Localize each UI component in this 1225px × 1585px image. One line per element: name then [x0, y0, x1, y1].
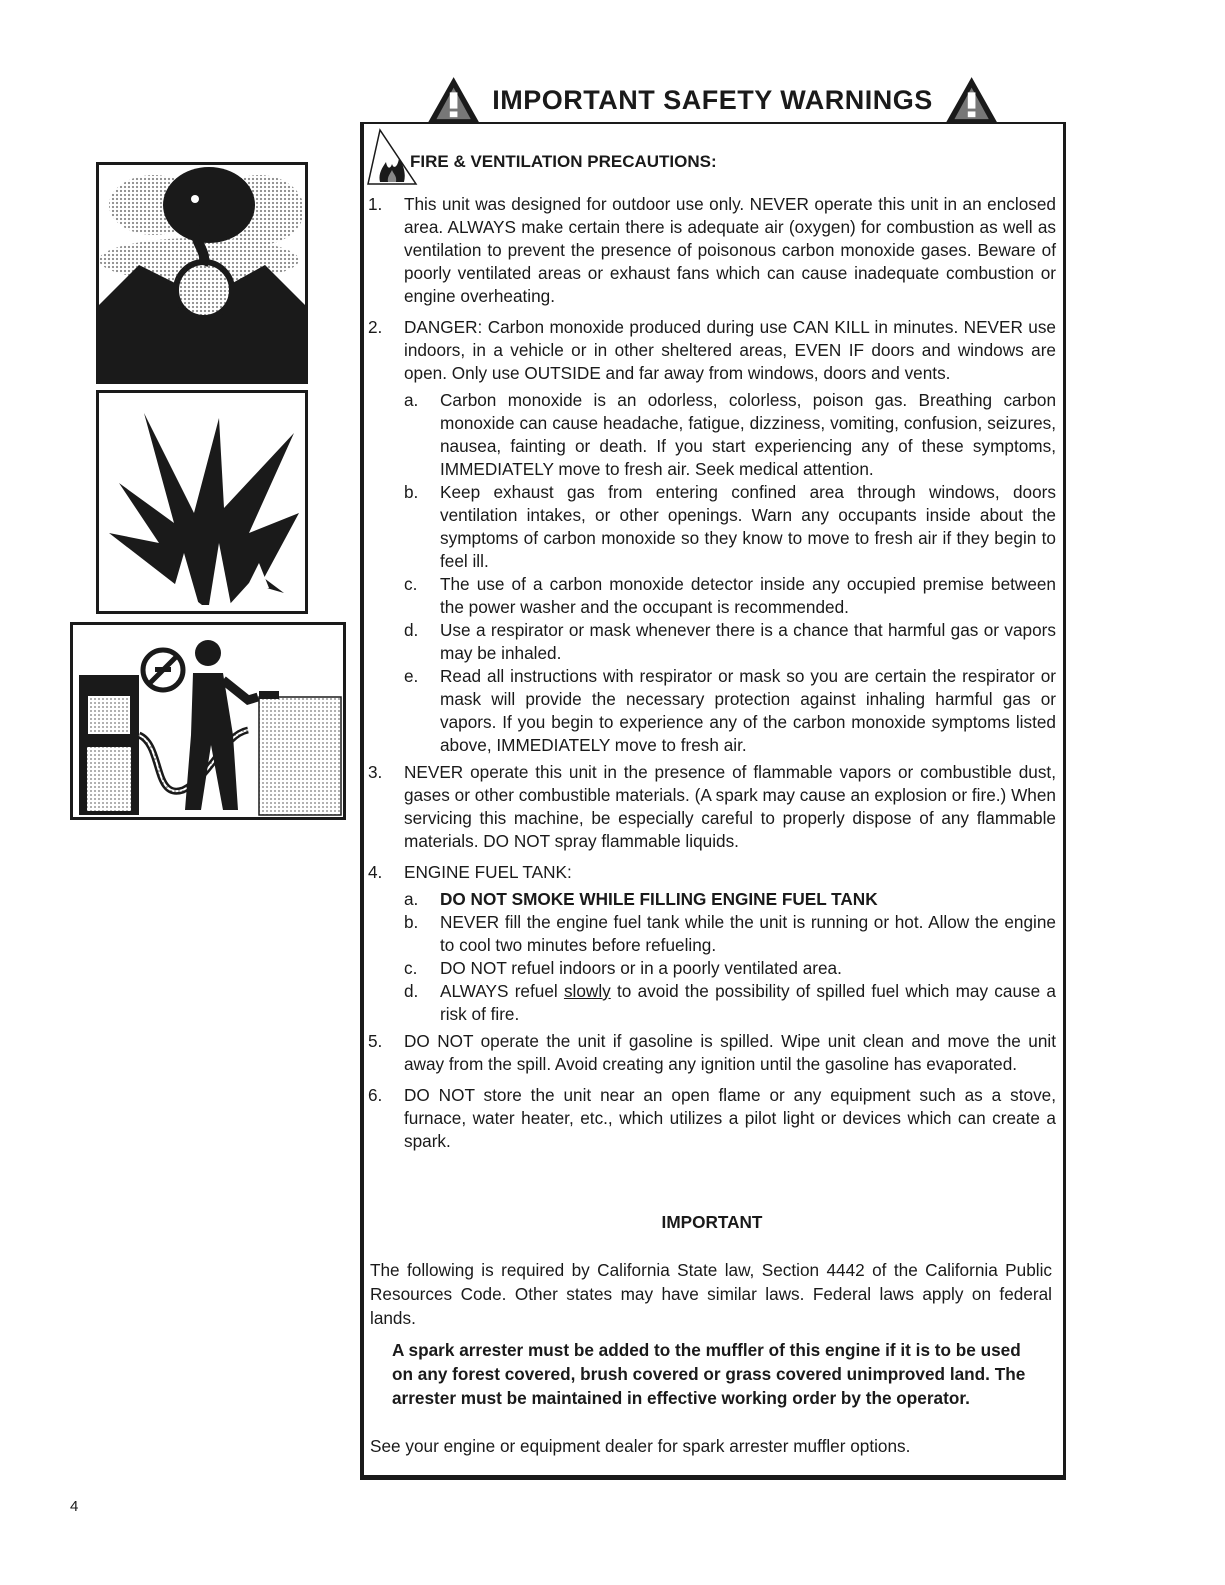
sub-item-text-pre: ALWAYS refuel — [440, 981, 564, 1001]
sub-item-letter: b. — [404, 482, 419, 502]
spark-arrester-notice: A spark arrester must be added to the muffler of this engine if it is to be used on any forest covered, brush covered or grass covered unimproved land. The arrester must be maintained in effective working order by the operator. — [392, 1340, 1026, 1408]
item-number: 4. — [368, 862, 383, 882]
list-item — [368, 316, 1056, 385]
sub-item-text: Read all instructions with respirator or mask so you are certain the respirator or mask will provide the necessary protection against inhaling harmful gas or vapors. If you begin to experience any of the carbon monoxide symptoms listed above, IMMEDIATELY move to fresh air. — [440, 666, 1056, 755]
sub-item — [368, 980, 1056, 1026]
no-smoking-refueling-icon — [70, 622, 346, 820]
sub-item-letter: e. — [404, 666, 419, 686]
list-item — [368, 761, 1056, 853]
sub-item — [368, 665, 1056, 757]
item-number: 5. — [368, 1031, 383, 1051]
important-paragraph: The following is required by California State law, Section 4442 of the California Public Resources Code. Other states may have similar laws. Federal laws apply on federal lands. — [370, 1260, 1052, 1328]
sub-item-text: NEVER fill the engine fuel tank while the unit is running or hot. Allow the engine to cool two minutes before refueling. — [440, 912, 1056, 955]
item-text: DANGER: Carbon monoxide produced during use CAN KILL in minutes. NEVER use indoors, in a vehicle or in other sheltered areas, EVEN IF doors and windows are open. Only use OUTSIDE and far away from windows, doors and vents. — [404, 317, 1056, 383]
sub-item — [368, 957, 1056, 980]
precautions-list — [368, 193, 1056, 1161]
sub-item-letter: b. — [404, 912, 419, 932]
sub-item-text — [440, 980, 1056, 1026]
sub-item-text-post: to avoid the possibility of spilled fuel which may cause a risk of fire. — [440, 981, 1056, 1024]
warning-triangle-icon — [943, 73, 1000, 127]
sub-item — [368, 389, 1056, 481]
sub-item — [368, 888, 1056, 911]
toxic-gas-inhalation-icon — [96, 162, 308, 384]
item-number: 3. — [368, 762, 383, 782]
dealer-note: See your engine or equipment dealer for spark arrester muffler options. — [370, 1436, 911, 1456]
sub-item-text: The use of a carbon monoxide detector inside any occupied premise between the power washer and the occupant is recommended. — [440, 574, 1056, 617]
sub-list — [368, 888, 1056, 1026]
sub-item-letter: a. — [404, 889, 419, 909]
sub-item — [368, 911, 1056, 957]
sub-item-letter: c. — [404, 958, 418, 978]
sub-item-letter: c. — [404, 574, 418, 594]
item-text: DO NOT store the unit near an open flame or any equipment such as a stove, furnace, water heater, etc., which utilizes a pilot light or devices which can create a spark. — [404, 1085, 1056, 1151]
item-number: 6. — [368, 1085, 383, 1105]
list-item — [368, 861, 1056, 884]
sub-item-text: DO NOT refuel indoors or in a poorly ventilated area. — [440, 958, 842, 978]
emphasis-underline: slowly — [563, 981, 611, 1001]
list-item — [368, 1030, 1056, 1076]
item-text: ENGINE FUEL TANK: — [404, 862, 572, 882]
sub-item-letter: d. — [404, 981, 419, 1001]
page-number: 4 — [70, 1498, 79, 1515]
sub-item — [368, 619, 1056, 665]
item-number: 2. — [368, 317, 383, 337]
sub-item-text: Keep exhaust gas from entering confined area through windows, doors ventilation intakes, or other openings. Warn any occupants inside about the symptoms of carbon monoxide so they know to move to fresh air if they begin to feel ill. — [440, 482, 1056, 571]
sub-item — [368, 573, 1056, 619]
page-title-bar — [425, 72, 1000, 128]
item-number: 1. — [368, 194, 383, 214]
sub-item-text: Use a respirator or mask whenever there is a chance that harmful gas or vapors may be inhaled. — [440, 620, 1056, 663]
item-text: This unit was designed for outdoor use only. NEVER operate this unit in an enclosed area. ALWAYS make certain there is adequate air (oxygen) for combustion as well as ventilation to prevent the presence of poisonous carbon monoxide gases. Beware of poorly ventilated areas or exhaust fans which can cause inadequate combustion or engine overheating. — [404, 194, 1056, 306]
sub-item-letter: a. — [404, 390, 419, 410]
explosion-icon — [96, 390, 308, 614]
sub-item-letter: d. — [404, 620, 419, 640]
section-heading: FIRE & VENTILATION PRECAUTIONS: — [410, 152, 717, 171]
sub-list — [368, 389, 1056, 757]
page-title: IMPORTANT SAFETY WARNINGS — [492, 84, 933, 115]
list-item — [368, 193, 1056, 308]
item-text: DO NOT operate the unit if gasoline is spilled. Wipe unit clean and move the unit away from the spill. Avoid creating any ignition until the gasoline has evaporated. — [404, 1031, 1056, 1074]
sub-item-text: Carbon monoxide is an odorless, colorless, poison gas. Breathing carbon monoxide can cause headache, fatigue, dizziness, vomiting, confusion, seizures, nausea, fainting or death. If you start experiencing any of these symptoms, IMMEDIATELY move to fresh air. Seek medical attention. — [440, 390, 1056, 479]
list-item — [368, 1084, 1056, 1153]
sub-item-text: DO NOT SMOKE WHILE FILLING ENGINE FUEL TANK — [440, 889, 878, 909]
warning-triangle-icon — [425, 73, 482, 127]
item-text: NEVER operate this unit in the presence of flammable vapors or combustible dust, gases or other combustible materials. (A spark may cause an explosion or fire.) When servicing this machine, be especially careful to properly dispose of any flammable materials. DO NOT spray flammable liquids. — [404, 762, 1056, 851]
sub-item — [368, 481, 1056, 573]
important-heading: IMPORTANT — [661, 1212, 763, 1232]
